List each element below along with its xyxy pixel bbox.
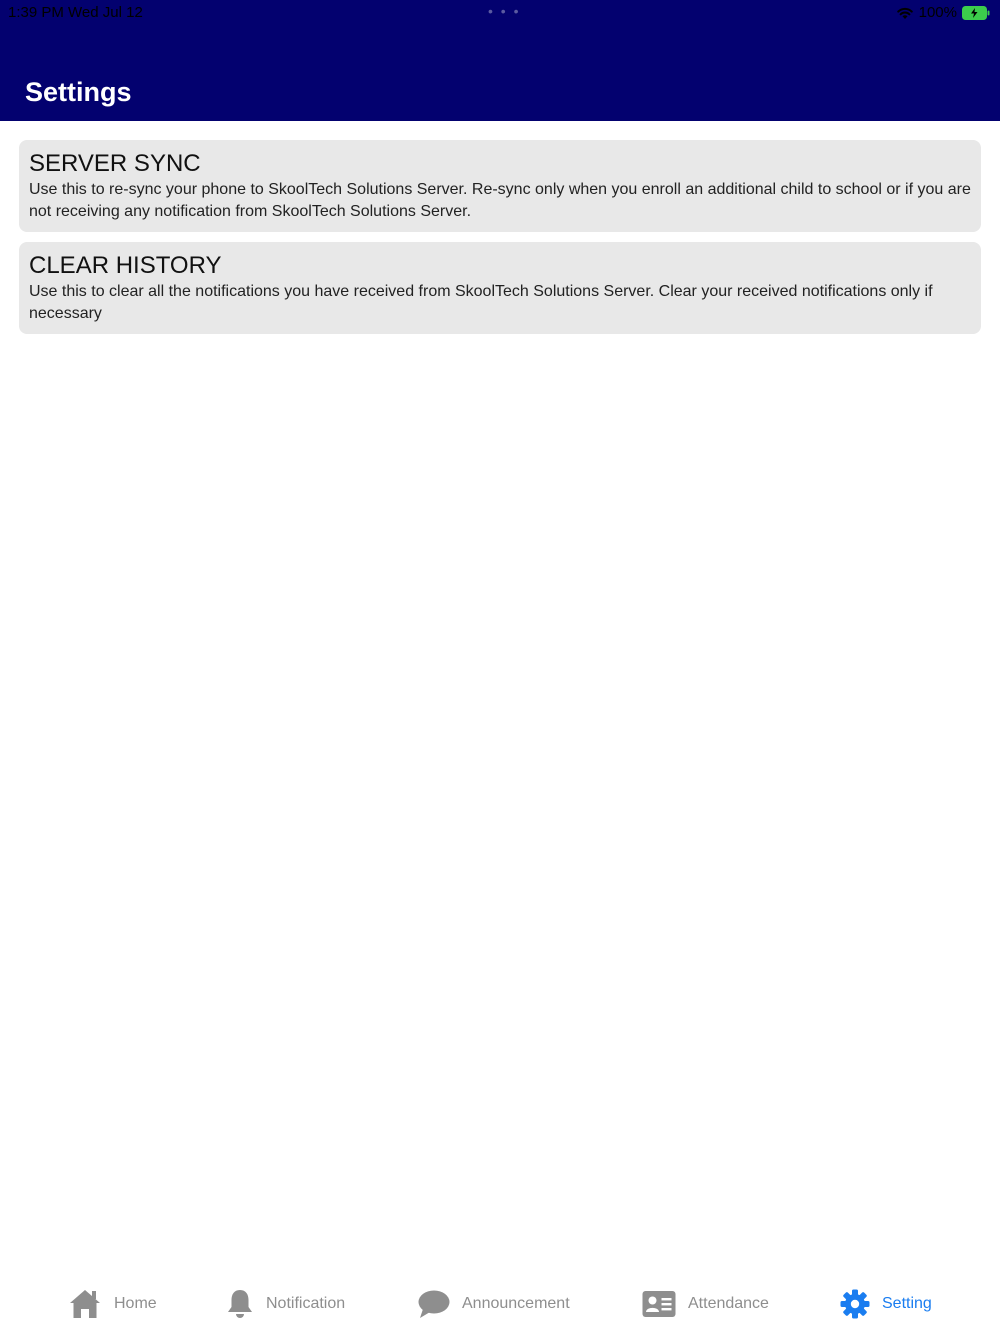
- server-sync-card[interactable]: [19, 140, 981, 232]
- server-sync-description: Use this to re-sync your phone to SkoolTech Solutions Server. Re-sync only when you enroll an additional child to school or if you are not receiving any notification from SkoolTech Solutions Server.: [29, 181, 971, 220]
- page-title: Settings: [25, 77, 132, 107]
- bell-icon: [226, 1288, 254, 1320]
- gear-icon: [840, 1289, 870, 1319]
- server-sync-title: SERVER SYNC: [29, 150, 201, 177]
- tab-setting[interactable]: [840, 1286, 932, 1322]
- tab-bar: [0, 1276, 1000, 1334]
- tab-attendance-label: Attendance: [688, 1295, 769, 1312]
- battery-percent: 100%: [918, 4, 957, 21]
- tab-notification[interactable]: [226, 1286, 345, 1322]
- clear-history-description: Use this to clear all the notifications you have received from SkoolTech Solutions Server. Clear your received notifications only if necessary: [29, 283, 933, 322]
- tab-notification-label: Notification: [266, 1295, 346, 1312]
- wifi-icon: [896, 6, 914, 20]
- clear-history-card[interactable]: [19, 242, 981, 334]
- status-bar: [0, 0, 1000, 26]
- tab-announcement[interactable]: [418, 1286, 570, 1322]
- tab-attendance[interactable]: [642, 1286, 769, 1322]
- status-right: [896, 4, 990, 21]
- id-card-icon: [642, 1290, 676, 1318]
- tab-announcement-label: Announcement: [462, 1295, 570, 1312]
- settings-list: [19, 140, 981, 344]
- clear-history-title: CLEAR HISTORY: [29, 252, 222, 279]
- multitask-dots[interactable]: • • •: [488, 3, 521, 19]
- chat-bubble-icon: [418, 1289, 450, 1319]
- status-time: 1:39 PM Wed Jul 12: [8, 4, 143, 21]
- tab-setting-label: Setting: [882, 1295, 932, 1312]
- home-icon: [68, 1288, 102, 1320]
- battery-icon: [962, 6, 990, 20]
- tab-home-label: Home: [114, 1295, 157, 1312]
- tab-home[interactable]: [68, 1286, 157, 1322]
- header-bar: [0, 0, 1000, 121]
